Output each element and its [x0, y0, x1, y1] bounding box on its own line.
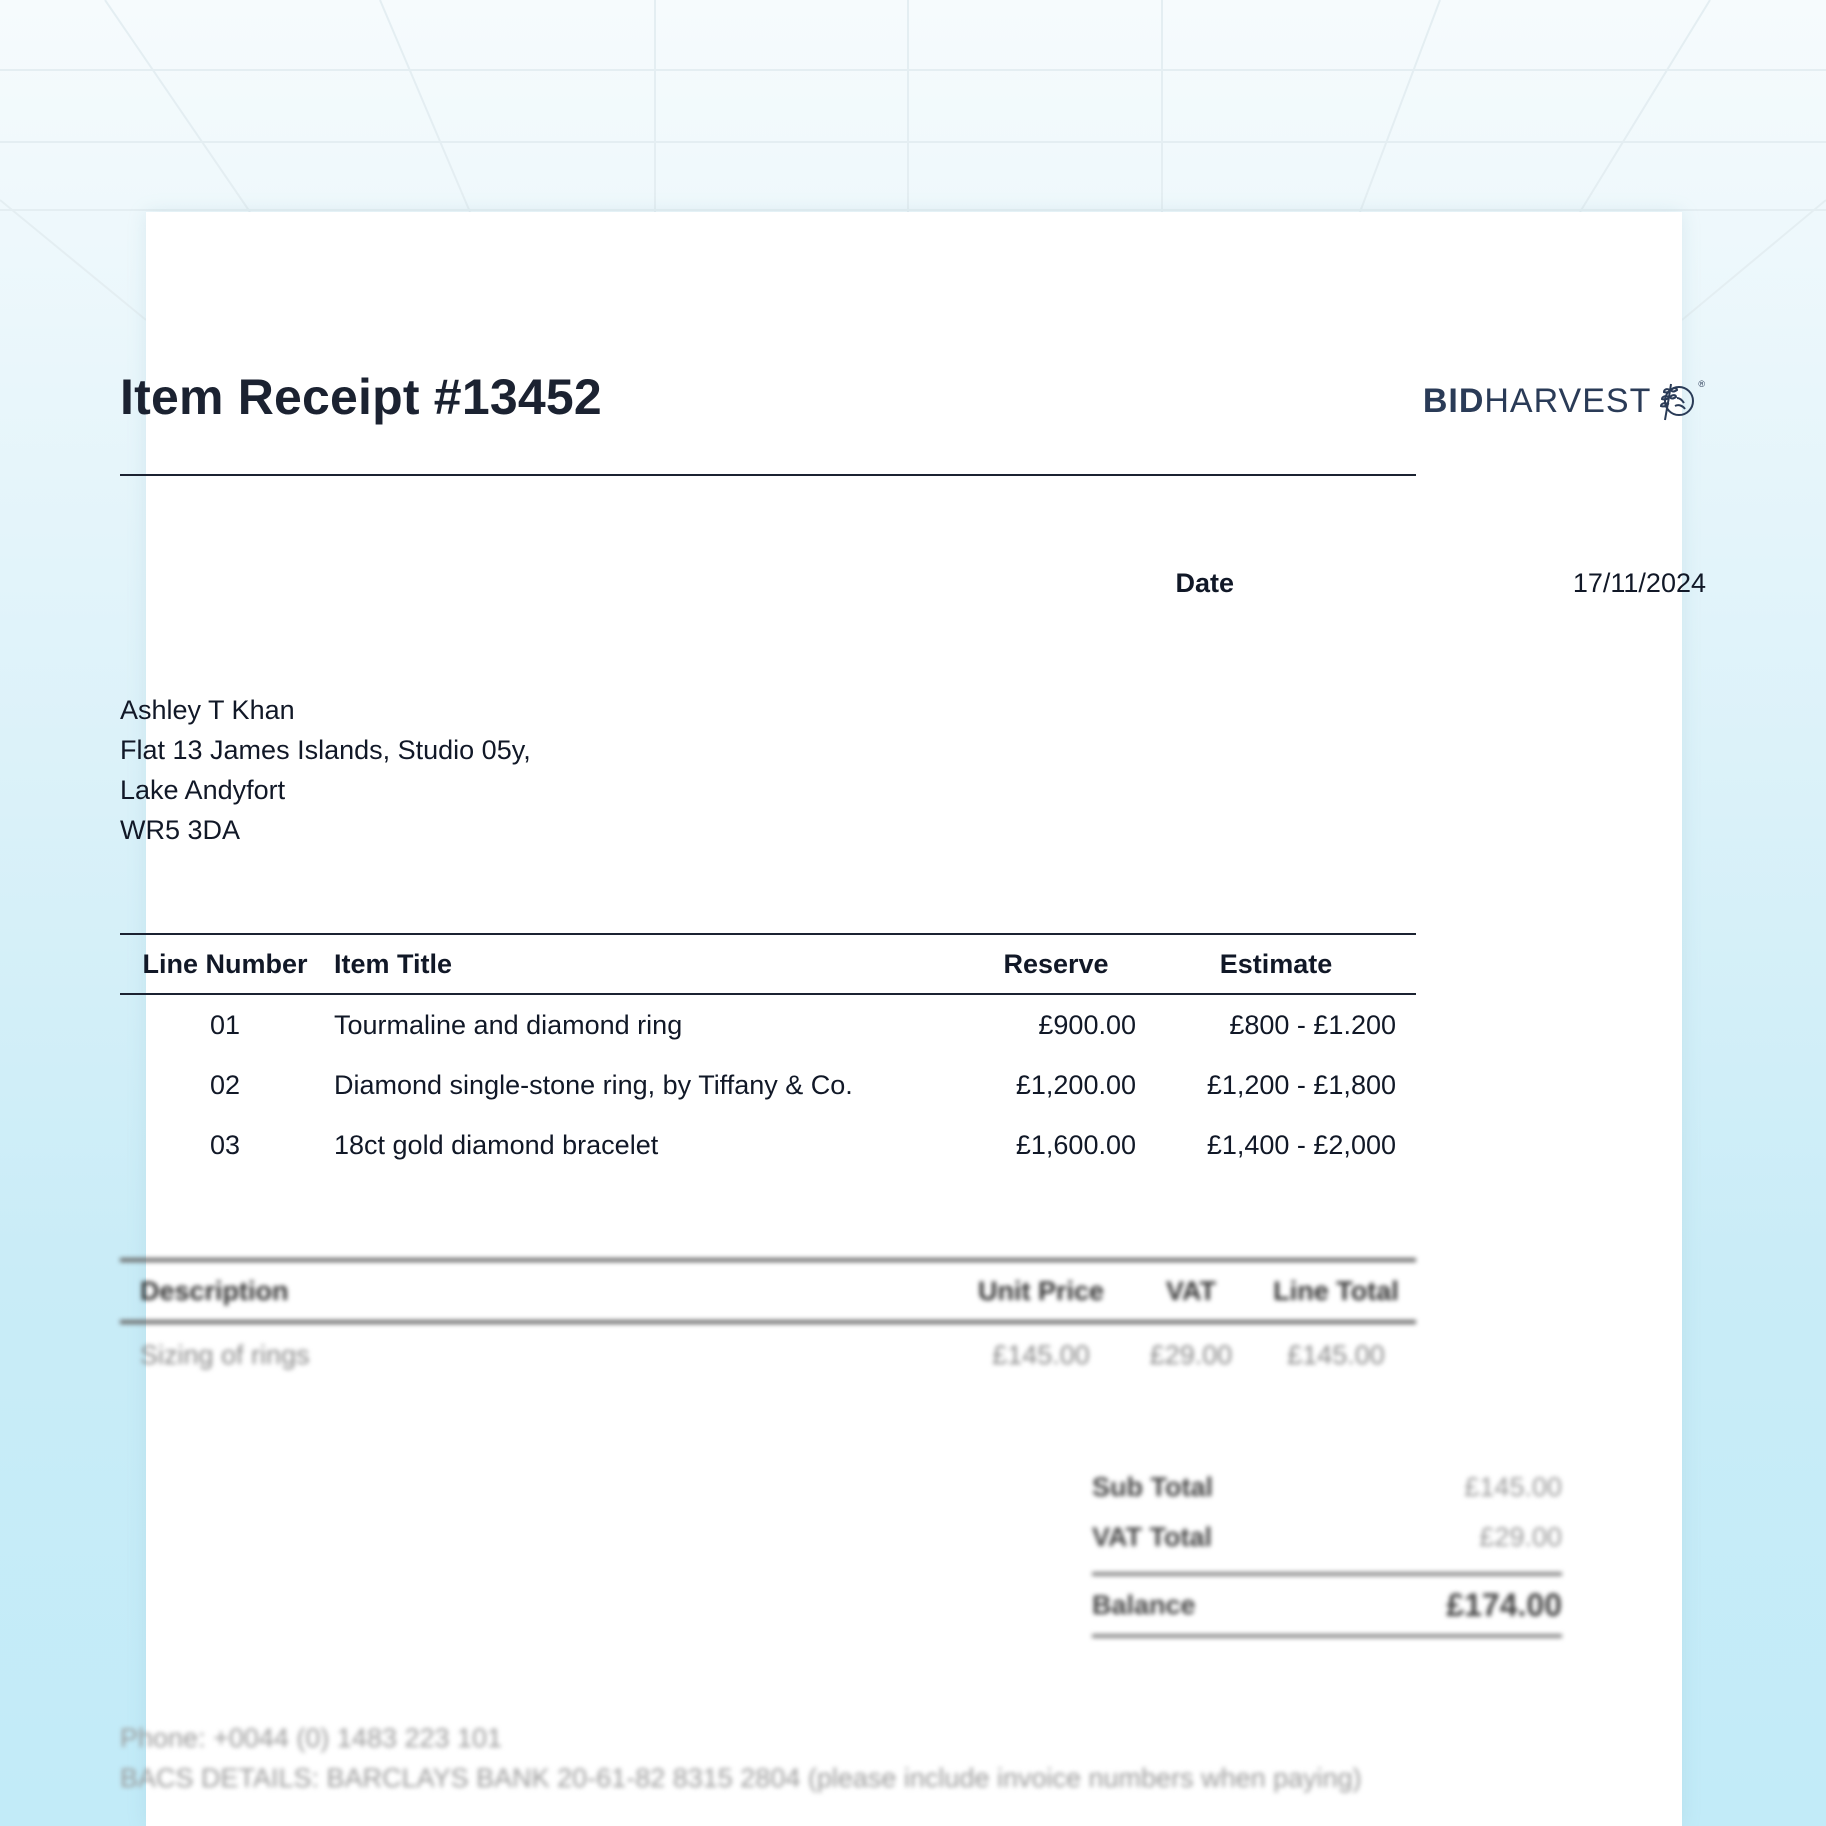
logo-registered-mark: ® — [1698, 379, 1706, 389]
address-postcode: WR5 3DA — [120, 815, 241, 845]
col-description: Description — [120, 1260, 956, 1322]
title-divider — [120, 474, 1416, 476]
item-title: Diamond single-stone ring, by Tiffany & Co. — [334, 1069, 853, 1100]
col-vat: VAT — [1126, 1260, 1256, 1322]
sub-total-label: Sub Total — [1092, 1471, 1213, 1502]
payment-footer — [120, 1718, 1416, 1798]
logo-harvest: HARVEST — [1484, 382, 1652, 420]
line-number: 01 — [209, 1009, 241, 1040]
items-header-row — [120, 934, 1416, 994]
table-row — [120, 1115, 1416, 1175]
estimate-value: £1,400 - £2,000 — [1206, 1129, 1396, 1160]
col-unit-price: Unit Price — [956, 1260, 1126, 1322]
page-title: Item Receipt #13452 — [120, 369, 602, 425]
estimate-value: £800 - £1.200 — [1229, 1009, 1396, 1040]
item-title: 18ct gold diamond bracelet — [334, 1129, 659, 1160]
balance-value: £174.00 — [1446, 1586, 1562, 1623]
reserve-value: £1,600.00 — [1015, 1129, 1136, 1160]
col-line-number: Line Number — [120, 934, 330, 994]
vat-total-label: VAT Total — [1092, 1521, 1212, 1552]
table-row — [120, 1055, 1416, 1115]
address-line-1: Flat 13 James Islands, Studio 05y, — [120, 735, 531, 765]
line-number: 03 — [209, 1129, 241, 1160]
vat-total-row — [1092, 1512, 1562, 1562]
date-value: 17/11/2024 — [1572, 568, 1706, 598]
table-row — [120, 1322, 1416, 1386]
footer-phone: Phone: +0044 (0) 1483 223 101 — [120, 1723, 503, 1753]
table-row — [120, 994, 1416, 1055]
col-estimate: Estimate — [1136, 934, 1416, 994]
charges-table — [120, 1258, 1416, 1386]
totals-summary — [1092, 1462, 1562, 1638]
reserve-value: £1,200.00 — [1015, 1069, 1136, 1100]
col-reserve: Reserve — [976, 934, 1136, 994]
address-name: Ashley T Khan — [120, 695, 295, 725]
footer-bacs: BACS DETAILS: BARCLAYS BANK 20-61-82 8315 2804 (please include invoice numbers when paying) — [120, 1763, 1362, 1793]
customer-address — [120, 690, 531, 850]
vat-total-value: £29.00 — [1479, 1521, 1562, 1552]
logo-bid: BID — [1422, 382, 1485, 420]
wheat-globe-icon — [1655, 380, 1697, 422]
charge-vat: £29.00 — [1149, 1339, 1233, 1370]
charge-description: Sizing of rings — [140, 1339, 310, 1370]
brand-logo — [1423, 380, 1706, 422]
address-line-2: Lake Andyfort — [120, 775, 286, 805]
sub-total-row — [1092, 1462, 1562, 1512]
sub-total-value: £145.00 — [1464, 1471, 1562, 1502]
item-title: Tourmaline and diamond ring — [334, 1009, 683, 1040]
col-line-total: Line Total — [1256, 1260, 1416, 1322]
balance-row — [1092, 1572, 1562, 1638]
reserve-value: £900.00 — [1038, 1009, 1136, 1040]
estimate-value: £1,200 - £1,800 — [1206, 1069, 1396, 1100]
charges-header-row — [120, 1260, 1416, 1322]
col-item-title: Item Title — [330, 934, 976, 994]
balance-label: Balance — [1092, 1589, 1196, 1620]
charge-unit-price: £145.00 — [992, 1339, 1090, 1370]
charge-line-total: £145.00 — [1287, 1339, 1385, 1370]
items-table — [120, 933, 1416, 1175]
date-label: Date — [1175, 568, 1234, 598]
line-number: 02 — [209, 1069, 241, 1100]
